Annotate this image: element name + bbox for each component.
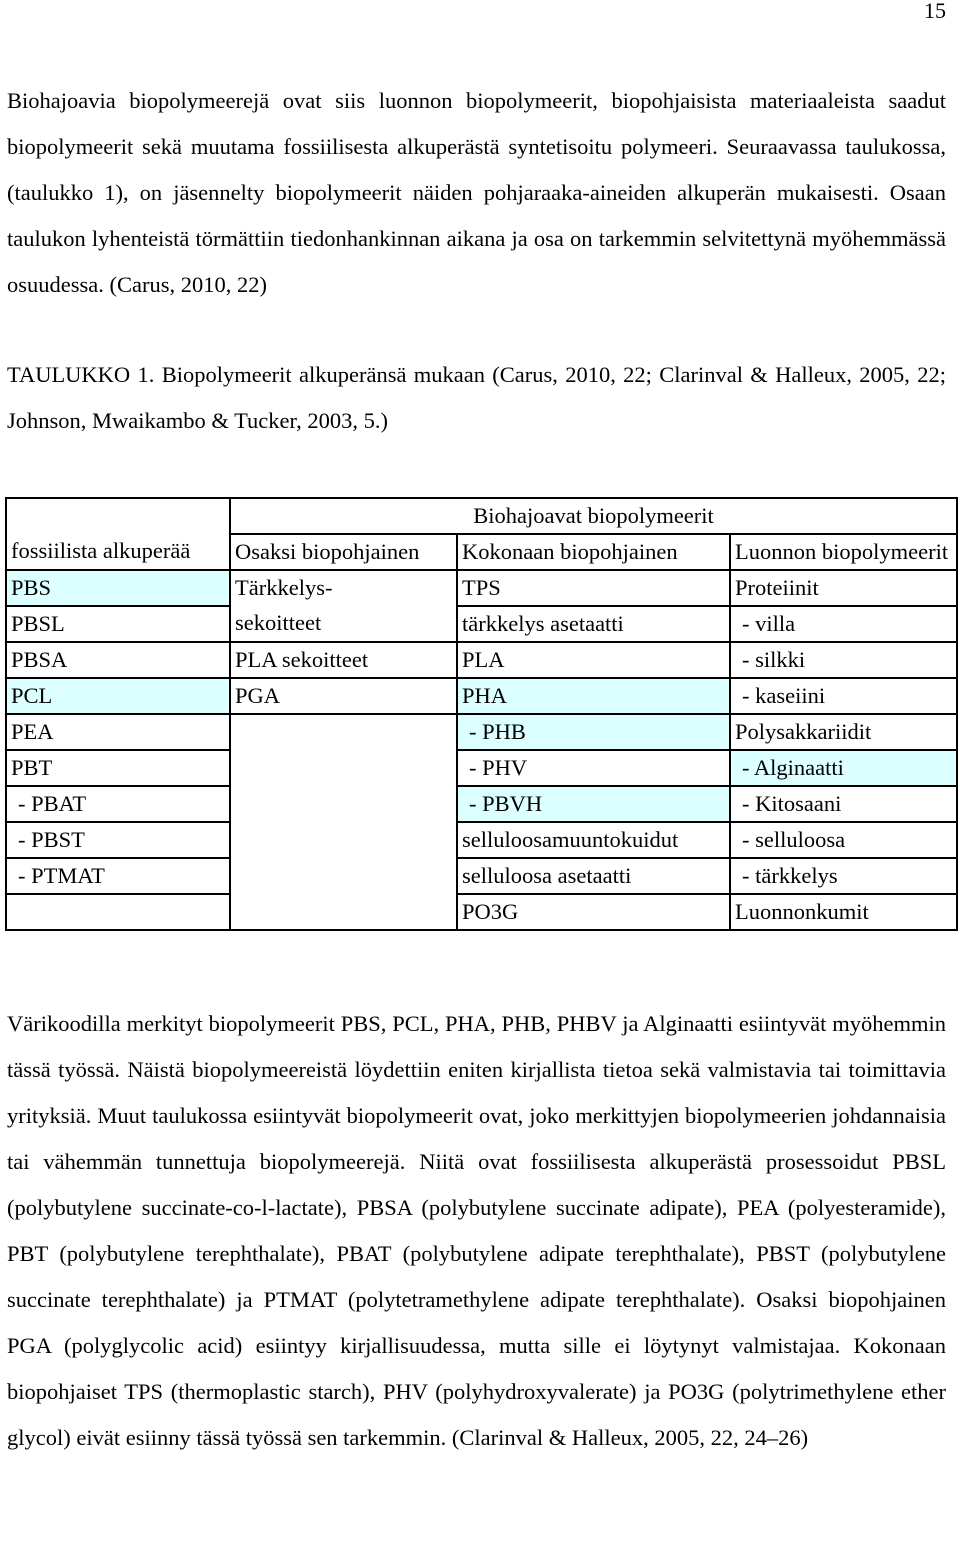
- table-cell: PCL: [6, 678, 230, 714]
- table-cell: PBT: [6, 750, 230, 786]
- table-group-header: Biohajoavat biopolymeerit: [230, 498, 957, 534]
- table-cell: - Alginaatti: [730, 750, 957, 786]
- table-blank-corner: [6, 498, 230, 534]
- table-cell: [6, 894, 230, 930]
- table-cell: PBSL: [6, 606, 230, 642]
- table-cell: - silkki: [730, 642, 957, 678]
- table-cell: Luonnonkumit: [730, 894, 957, 930]
- table-cell: - PBVH: [457, 786, 730, 822]
- table-group-header-row: [6, 498, 957, 534]
- intro-paragraph: Biohajoavia biopolymeerejä ovat siis luonnon biopolymeerit, biopohjaisista materiaaleista saadut biopolymeerit sekä muutama fossiilisesta alkuperästä syntetisoitu polymeeri. Seuraavassa taulukossa, (taulukko 1), on jäsennelty biopolymeerit näiden pohjaraaka-aineiden alkuperän mukaisesti. Osaan taulukon lyhenteistä törmättiin tiedonhankinnan aikana ja osa on tarkemmin selvitettynä myöhemmässä osuudessa. (Carus, 2010, 22): [7, 88, 946, 297]
- biopolymer-table: [5, 497, 958, 931]
- table-cell: TPS: [457, 570, 730, 606]
- table-cell: PO3G: [457, 894, 730, 930]
- col-header-partly-biobased: Osaksi biopohjainen: [230, 534, 457, 570]
- table-row: [6, 714, 957, 750]
- table-cell: Tärkkelys-: [230, 570, 457, 606]
- table-row: [6, 750, 957, 786]
- table-cell: - PHB: [457, 714, 730, 750]
- table-cell: - selluloosa: [730, 822, 957, 858]
- table-cell: PHA: [457, 678, 730, 714]
- after-table-paragraph: Värikoodilla merkityt biopolymeerit PBS, PCL, PHA, PHB, PHBV ja Alginaatti esiintyvät myöhemmin tässä työssä. Näistä biopolymeereistä löydettiin eniten kirjallista tietoa sekä valmistavia tai toimittavia yrityksiä. Muut taulukossa esiintyvät biopolymeerit ovat, joko merkittyjen biopolymeerien johdannaisia tai vähemmän tunnettuja biopolymeerejä. Niitä ovat fossiilisesta alkuperästä prosessoidut PBSL (polybutylene succinate-co-l-lactate), PBSA (polybutylene succinate adipate), PEA (polyesteramide), PBT (polybutylene terephthalate), PBAT (polybutylene adipate terephthalate), PBST (polybutylene succinate terephthalate) ja PTMAT (polytetramethylene adipate terephthalate). Osaksi biopohjainen PGA (polyglycolic acid) esiintyy kirjallisuudessa, mutta sille ei löytynyt valmistajaa. Kokonaan biopohjaiset TPS (thermoplastic starch), PHV (polyhydroxyvalerate) ja PO3G (polytrimethylene ether glycol) eivät esiinny tässä työssä sen tarkemmin. (Clarinval & Halleux, 2005, 22, 24–26): [7, 1011, 946, 1450]
- table-cell: selluloosa asetaatti: [457, 858, 730, 894]
- table-cell: PBSA: [6, 642, 230, 678]
- col-header-fully-biobased: Kokonaan biopohjainen: [457, 534, 730, 570]
- col-header-natural: Luonnon biopolymeerit: [730, 534, 957, 570]
- table-cell-empty: [230, 714, 457, 930]
- table-cell: - villa: [730, 606, 957, 642]
- table-row: [6, 822, 957, 858]
- table-cell: tärkkelys asetaatti: [457, 606, 730, 642]
- table-row: [6, 642, 957, 678]
- table-cell: - Kitosaani: [730, 786, 957, 822]
- table-cell: sekoitteet: [230, 606, 457, 642]
- table-cell: - PBAT: [6, 786, 230, 822]
- table-cell: - PBST: [6, 822, 230, 858]
- table-header-row: [6, 534, 957, 570]
- table-cell: PGA: [230, 678, 457, 714]
- table-row: [6, 606, 957, 642]
- table-cell: PBS: [6, 570, 230, 606]
- table-row: [6, 894, 957, 930]
- table-cell: PLA: [457, 642, 730, 678]
- col-header-fossil: fossiilista alkuperää: [6, 534, 230, 570]
- table-cell: - PTMAT: [6, 858, 230, 894]
- table-cell: selluloosamuuntokuidut: [457, 822, 730, 858]
- table-cell: Proteiinit: [730, 570, 957, 606]
- table-caption: TAULUKKO 1. Biopolymeerit alkuperänsä mukaan (Carus, 2010, 22; Clarinval & Halleux, 2005, 22; Johnson, Mwaikambo & Tucker, 2003, 5.): [7, 362, 946, 433]
- page-number: 15: [924, 0, 946, 23]
- table-cell: - PHV: [457, 750, 730, 786]
- table-row: [6, 786, 957, 822]
- table-cell: Polysakkariidit: [730, 714, 957, 750]
- table-cell: - kaseiini: [730, 678, 957, 714]
- table-cell: PEA: [6, 714, 230, 750]
- table-cell: PLA sekoitteet: [230, 642, 457, 678]
- table-row: [6, 858, 957, 894]
- table-row: [6, 570, 957, 606]
- table-cell: - tärkkelys: [730, 858, 957, 894]
- table-row: [6, 678, 957, 714]
